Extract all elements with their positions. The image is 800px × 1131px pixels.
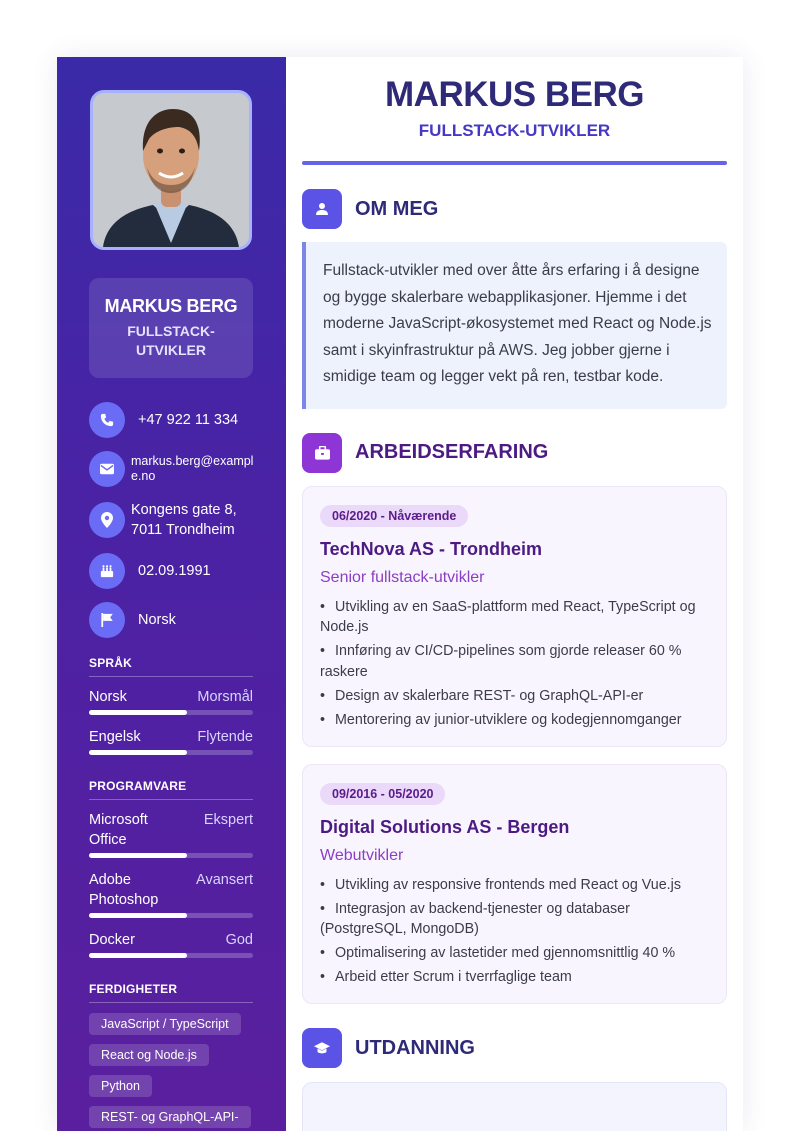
about-heading: OM MEG bbox=[355, 197, 439, 220]
about-text: Fullstack-utvikler med over åtte års erfaring i å designe og bygge skalerbare webapplikasjoner. Hjemme i det moderne JavaScript-økosystemet med React og Node.js samt i skyinfrastruktur på AWS. Jeg jobber gjerne i smidige team og legger vekt på ren, testbar kode. bbox=[302, 242, 727, 409]
contact-address bbox=[89, 500, 254, 540]
sidebar-name-card bbox=[89, 278, 253, 378]
software-heading: PROGRAMVARE bbox=[89, 779, 253, 800]
job-bullets bbox=[320, 875, 714, 988]
skill-level-bar bbox=[89, 913, 253, 918]
education-card bbox=[302, 1082, 727, 1131]
skill-level-row bbox=[89, 727, 253, 755]
job-bullet: • Design av skalerbare REST- og GraphQL-API-er bbox=[320, 686, 714, 707]
skill-level-bar bbox=[89, 750, 253, 755]
about-section-header bbox=[302, 189, 743, 229]
phone-text[interactable]: +47 922 11 334 bbox=[138, 412, 239, 428]
contact-birthdate bbox=[89, 553, 254, 589]
flag-icon bbox=[89, 602, 125, 638]
languages-list bbox=[89, 687, 254, 755]
briefcase-icon bbox=[302, 433, 342, 473]
job-card bbox=[302, 486, 727, 747]
user-icon bbox=[302, 189, 342, 229]
job-title: FULLSTACK-UTVIKLER bbox=[418, 121, 611, 140]
job-bullet: • Utvikling av responsive frontends med React og Vue.js bbox=[320, 875, 714, 896]
software-section bbox=[89, 779, 254, 958]
email-text[interactable]: markus.berg@example.no bbox=[131, 454, 254, 483]
header-divider bbox=[302, 161, 727, 165]
skill-level: God bbox=[225, 932, 253, 948]
contact-list bbox=[89, 402, 254, 638]
skill-level-fill bbox=[89, 953, 187, 958]
skill-name: Microsoft Office bbox=[89, 812, 148, 848]
skill-level-row bbox=[89, 930, 253, 958]
skills-list bbox=[89, 1013, 254, 1131]
contact-phone bbox=[89, 402, 254, 438]
skill-tag: REST- og GraphQL-API- bbox=[89, 1106, 251, 1128]
profile-photo bbox=[90, 90, 252, 250]
skill-level-row bbox=[89, 687, 253, 715]
skill-level: Morsmål bbox=[197, 689, 253, 705]
phone-icon bbox=[89, 402, 125, 438]
skill-level-bar bbox=[89, 710, 253, 715]
job-period-badge: 09/2016 - 05/2020 bbox=[320, 783, 445, 805]
job-bullet: • Mentorering av junior-utviklere og kodegjennomganger bbox=[320, 710, 714, 731]
job-role: Senior fullstack-utvikler bbox=[320, 568, 485, 586]
sidebar-title: FULLSTACK-UTVIKLER bbox=[127, 323, 215, 358]
education-section-header bbox=[302, 1028, 743, 1068]
skill-level-row bbox=[89, 810, 253, 858]
contact-nationality bbox=[89, 602, 254, 638]
skill-name: Adobe Photoshop bbox=[89, 872, 159, 908]
job-period-badge: 06/2020 - Nåværende bbox=[320, 505, 468, 527]
software-list bbox=[89, 810, 254, 958]
map-pin-icon bbox=[89, 502, 125, 538]
contact-email bbox=[89, 451, 254, 487]
sidebar bbox=[57, 57, 286, 1131]
job-bullet: • Arbeid etter Scrum i tverrfaglige team bbox=[320, 967, 714, 988]
skills-heading: FERDIGHETER bbox=[89, 982, 253, 1003]
resume-page bbox=[57, 57, 743, 1131]
job-bullet: • Utvikling av en SaaS-plattform med React, TypeScript og Node.js bbox=[320, 597, 714, 638]
page-title: MARKUS BERG bbox=[385, 75, 644, 114]
skill-level-fill bbox=[89, 750, 187, 755]
skills-section bbox=[89, 982, 254, 1131]
skill-level-fill bbox=[89, 913, 187, 918]
main-content bbox=[286, 57, 743, 1131]
birthdate-text: 02.09.1991 bbox=[138, 563, 211, 579]
nationality-text: Norsk bbox=[138, 612, 176, 628]
skill-name: Norsk bbox=[89, 689, 127, 705]
envelope-icon bbox=[89, 451, 125, 487]
skill-level: Ekspert bbox=[203, 812, 253, 828]
skill-level-bar bbox=[89, 953, 253, 958]
jobs-list bbox=[286, 486, 743, 1005]
education-heading: UTDANNING bbox=[355, 1036, 475, 1059]
experience-section-header bbox=[302, 433, 743, 473]
languages-heading: SPRÅK bbox=[89, 656, 253, 677]
job-company: TechNova AS - Trondheim bbox=[320, 538, 543, 559]
job-role: Webutvikler bbox=[320, 846, 404, 864]
job-bullets bbox=[320, 597, 714, 731]
header bbox=[286, 57, 743, 141]
skill-level: Avansert bbox=[196, 872, 253, 888]
job-card bbox=[302, 764, 727, 1005]
skill-level-fill bbox=[89, 710, 187, 715]
skill-level: Flytende bbox=[197, 729, 253, 745]
skill-tag: React og Node.js bbox=[89, 1044, 209, 1066]
skill-tag: Python bbox=[89, 1075, 152, 1097]
graduation-cap-icon bbox=[302, 1028, 342, 1068]
address-text: Kongens gate 8, 7011 Trondheim bbox=[131, 502, 237, 538]
skill-name: Docker bbox=[89, 932, 135, 948]
experience-heading: ARBEIDSERFARING bbox=[355, 441, 549, 463]
skill-level-row bbox=[89, 870, 253, 918]
job-bullet: • Innføring av CI/CD-pipelines som gjorde releaser 60 % raskere bbox=[320, 641, 714, 682]
job-bullet: • Integrasjon av backend-tjenester og databaser (PostgreSQL, MongoDB) bbox=[320, 899, 714, 940]
job-company: Digital Solutions AS - Bergen bbox=[320, 816, 570, 837]
cake-icon bbox=[89, 553, 125, 589]
sidebar-name: MARKUS BERG bbox=[104, 296, 238, 316]
skill-level-bar bbox=[89, 853, 253, 858]
skill-level-fill bbox=[89, 853, 187, 858]
skill-name: Engelsk bbox=[89, 729, 141, 745]
languages-section bbox=[89, 656, 254, 755]
skill-tag: JavaScript / TypeScript bbox=[89, 1013, 241, 1035]
job-bullet: • Optimalisering av lastetider med gjennomsnittlig 40 % bbox=[320, 943, 714, 964]
